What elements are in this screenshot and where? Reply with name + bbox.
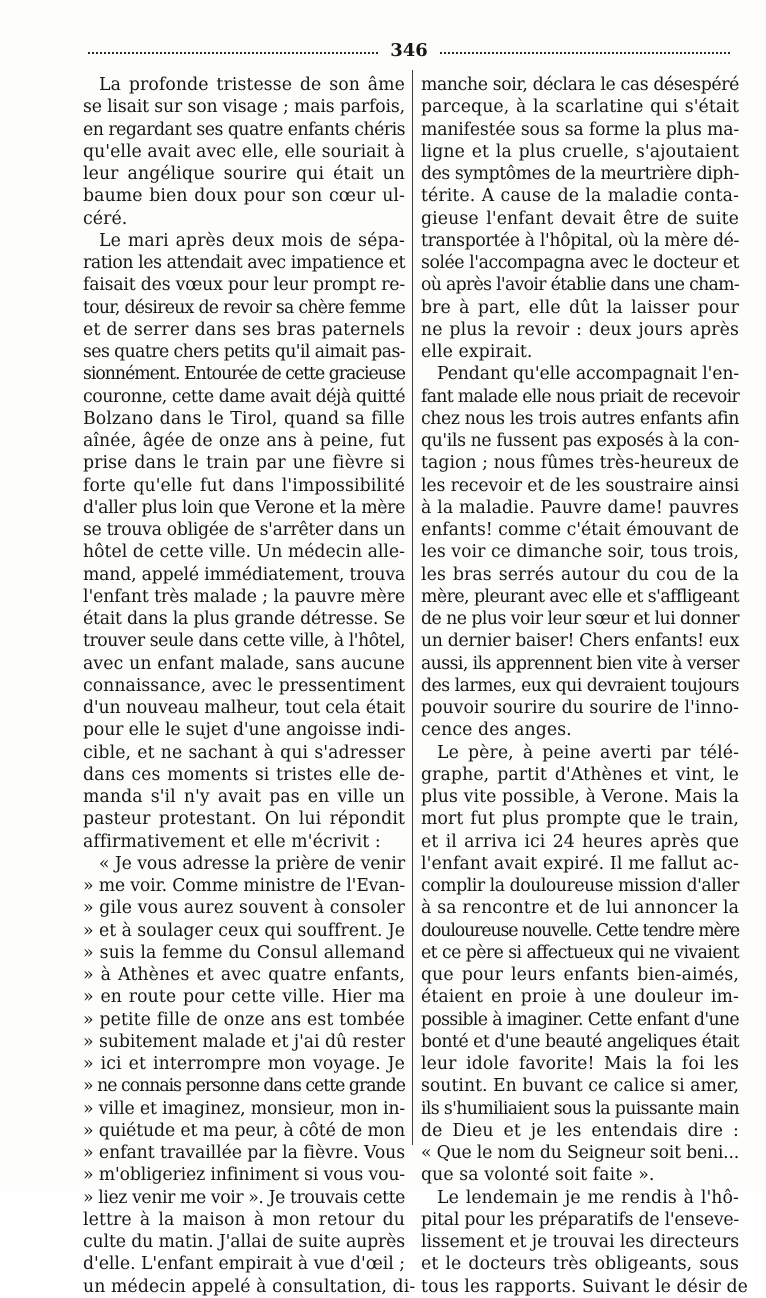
text-line: complir la douloureuse mission d'aller [421,876,739,896]
text-line: parceque, à la scarlatine qui s'était [421,97,739,118]
text-line: » ne connais personne dans cette grande [83,1076,405,1097]
header-rule-left [88,52,378,54]
right-column [421,74,749,1298]
text-line: de ne plus voir leur sœur et lui donner [421,609,739,629]
text-line: » suis la femme du Consul allemand [83,942,405,963]
text-line: tour, désireux de revoir sa chère femme [83,297,405,318]
column-divider [412,70,413,1145]
text-line: les bras serrés autour du cou de la [421,564,739,585]
text-line: » liez venir me voir ». Je trouvais cette [83,1187,405,1208]
text-line: faisait des vœux pour leur prompt re- [83,275,405,296]
left-column [83,74,416,1298]
text-line: » en route pour cette ville. Hier ma [83,987,405,1008]
text-line: à sa rencontre et de lui annoncer la [421,898,739,919]
text-line: avec un enfant malade, sans aucune [83,653,405,674]
text-line: mort fut plus prompte que le train, [421,809,739,830]
text-line: couronne, cette dame avait déjà quitté [83,386,406,407]
text-line: connaissance, avec le pressentiment [83,675,406,696]
text-line: où après l'avoir établie dans une cham- [421,275,740,296]
text-line: des symptômes de la meurtrière diph- [421,164,739,184]
text-line: solée l'accompagna avec le docteur et [421,253,740,273]
text-line: ses quatre chers petits qu'il aimait pas- [83,342,405,362]
text-line: les voir ce dimanche soir, tous trois, [421,542,739,563]
text-line: pasteur protestant. On lui répondit [83,809,405,830]
text-line: manche soir, déclara le cas désespéré [421,75,739,95]
text-line: et ce père si affectueux qui ne vivaient [421,942,739,963]
text-line: l'enfant très malade ; la pauvre mère [83,586,405,607]
text-line: d'un nouveau malheur, tout cela était [83,698,405,718]
text-line: Le père, à peine averti par télé- [437,742,740,763]
text-line: » subitement malade et j'ai dû rester [83,1031,405,1052]
text-line: et de serrer dans ses bras paternels [83,319,406,340]
text-line: » gile vous aurez souvent à consoler [83,898,405,919]
text-line: pouvoir sourire du sourire de l'inno- [421,698,739,718]
text-line: un dernier baiser! Chers enfants! eux [421,631,739,652]
text-line: dans ces moments si tristes elle de- [83,764,406,785]
text-line: leur angélique sourire qui était un [83,164,406,184]
text-line: d'aller plus loin que Verone et la mère [83,497,406,518]
text-line: d'elle. L'enfant empirait à vue d'œil ; [83,1254,406,1275]
text-line: et il arriva ici 24 heures après que [421,831,740,852]
text-line: La profonde tristesse de son âme [99,75,405,95]
text-line: » me voir. Comme ministre de l'Evan- [83,876,406,896]
text-line: hôtel de cette ville. Un médecin alle- [83,542,405,563]
text-line: possible à imaginer. Cette enfant d'une [421,1009,739,1030]
text-line: et le docteurs très obligeants, sous [421,1254,739,1275]
text-line: des larmes, eux qui devraient toujours [421,675,740,696]
text-line: leur idole favorite! Mais la foi les [421,1054,739,1074]
text-line: térite. A cause de la maladie conta- [421,186,740,207]
text-line: forte qu'elle fut dans l'impossibilité [83,475,405,496]
text-line: que pour leurs enfants bien-aimés, [421,965,739,985]
text-line: mère, pleurant avec elle et s'affligeant [421,586,740,607]
text-line: ne plus la revoir : deux jours après [421,319,739,340]
page-number: 346 [390,40,428,61]
text-line: aînée, âgée de onze ans à peine, fut [83,431,406,451]
text-line: « Je vous adresse la prière de venir [99,853,406,874]
text-line: prise dans le train par une fièvre si [83,453,406,474]
text-line: » à Athènes et avec quatre enfants, [83,965,406,985]
text-line: Le lendemain je me rendis à l'hô- [437,1187,739,1208]
text-line: l'enfant avait expiré. Il me fallut ac- [421,853,739,874]
text-line: en regardant ses quatre enfants chéris [83,119,405,140]
text-line: Bolzano dans le Tirol, quand sa fille [83,408,406,429]
text-line: ration les attendait avec impatience et [83,253,405,273]
text-line: » petite fille de onze ans est tombée [83,1009,406,1030]
text-line: fant malade elle nous priait de recevoir [421,386,740,407]
text-line: à la maladie. Pauvre dame! pauvres [421,497,740,518]
text-line: elle expirait. [421,342,533,362]
text-line: tous les rapports. Suivant le désir de [421,1276,749,1297]
text-line: transportée à l'hôpital, où la mère dé- [421,230,740,251]
text-line: » quiétude et ma peur, à côté de mon [83,1120,405,1141]
text-line: pour elle le sujet d'une angoisse indi- [83,720,406,741]
text-line: lissement et je trouvai les directeurs [421,1232,739,1252]
text-line: baume bien doux pour son cœur ul- [83,186,405,207]
text-line: manda s'il n'y avait pas en ville un [83,787,405,807]
text-line: étaient en proie à une douleur im- [421,987,739,1008]
text-line: les recevoir et de les soustraire ainsi [421,475,740,496]
text-line: qu'elle avait avec elle, elle souriait à [83,141,405,162]
text-line: graphe, partit d'Athènes et vint, le [421,764,739,785]
text-line: mand, appelé immédiatement, trouva [83,564,406,585]
text-line: enfants! comme c'était émouvant de [421,520,740,540]
text-line: se lisait sur son visage ; mais parfois, [83,97,406,118]
text-line: sionnément. Entourée de cette gracieuse [83,364,406,385]
text-line: cible, et ne sachant à qui s'adresser [83,742,406,763]
text-line: gieuse l'enfant devait être de suite [421,208,739,229]
text-line: Le mari après deux mois de sépa- [99,230,405,251]
text-line: lettre à la maison à mon retour du [83,1209,406,1230]
text-line: aussi, ils apprennent bien vite à verser [421,653,739,674]
text-line: que sa volonté soit faite ». [421,1165,655,1186]
text-line: » ici et interrompre mon voyage. Je [83,1054,405,1074]
text-line: de Dieu et je les entendais dire : [421,1120,739,1141]
text-line: céré. [83,208,128,229]
text-line: chez nous les trois autres enfants afin [421,408,739,429]
text-line: se trouva obligée de s'arrêter dans un [83,520,405,540]
text-line: ligne et la plus cruelle, s'ajoutaient [421,141,739,162]
text-line: affirmativement et elle m'écrivit : [83,831,381,852]
text-line: qu'ils ne fussent pas exposés à la con- [421,431,740,451]
text-line: ils s'humiliaient sous la puissante main [421,1098,739,1119]
text-line: » ville et imaginez, monsieur, mon in- [83,1098,406,1119]
header-rule-right [440,52,730,54]
text-line: manifestée sous sa forme la plus ma- [421,119,739,140]
text-line: » enfant travaillée par la fièvre. Vous [83,1143,405,1163]
text-line: un médecin appelé à consultation, di- [83,1276,416,1297]
text-line: Pendant qu'elle accompagnait l'en- [437,364,740,385]
text-line: pital pour les préparatifs de l'enseve- [421,1209,739,1230]
text-line: plus vite possible, à Verone. Mais la [421,787,739,807]
text-line: bre à part, elle dût la laisser pour [421,297,739,318]
page-header [88,40,730,62]
text-line: était dans la plus grande détresse. Se [83,609,406,629]
text-line: » m'obligeriez infiniment si vous vou- [83,1165,405,1186]
text-line: soutint. En buvant ce calice si amer, [421,1076,739,1097]
text-line: » et à soulager ceux qui souffrent. Je [83,920,405,941]
text-line: tagion ; nous fûmes très-heureux de [421,453,739,474]
text-line: culte du matin. J'allai de suite auprès [83,1232,405,1252]
text-line: douloureuse nouvelle. Cette tendre mère [421,920,739,941]
text-line: bonté et d'une beauté angeliques était [421,1031,740,1052]
text-line: trouver seule dans cette ville, à l'hôtel, [83,631,405,652]
text-line: « Que le nom du Seigneur soit beni... [421,1143,739,1163]
text-line: cence des anges. [421,720,572,741]
